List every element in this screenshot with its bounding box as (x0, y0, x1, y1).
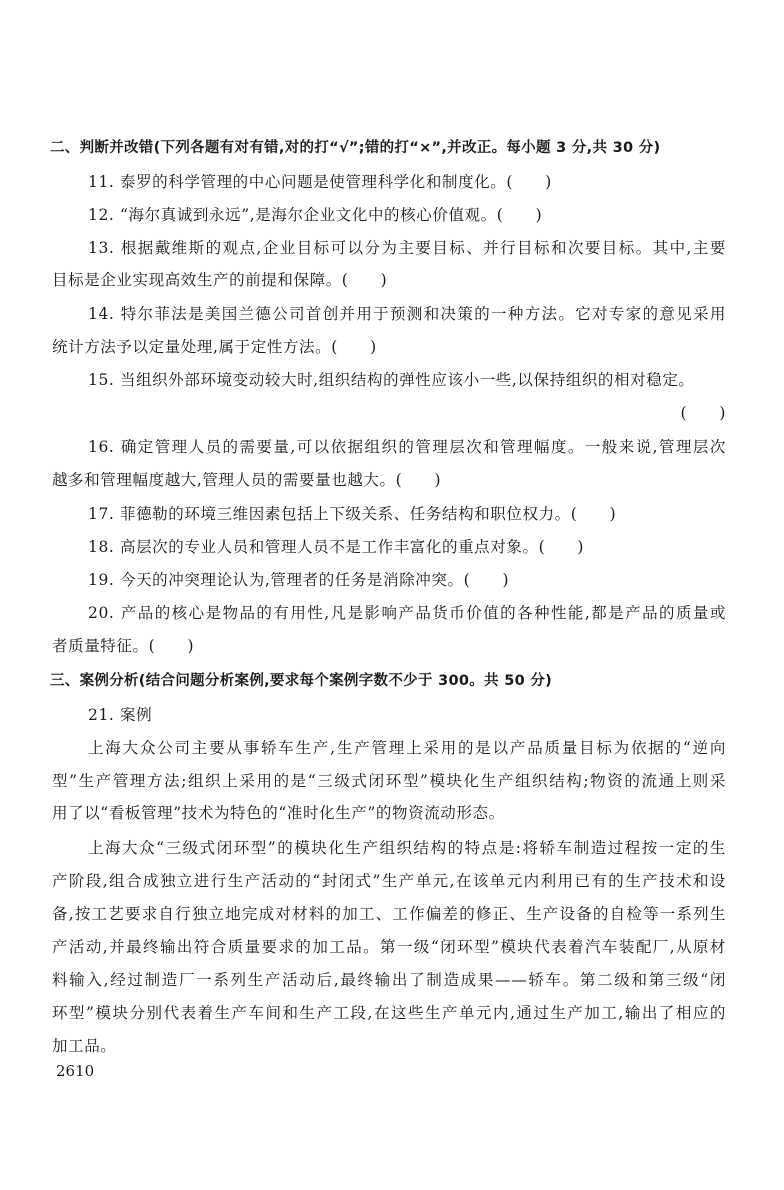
question-13-line-2: 目标是企业实现高效生产的前提和保障。( ) (52, 271, 388, 289)
question-21: 21. 案例 (88, 706, 153, 724)
case-paragraph-2-line-7: 加工品。 (52, 1037, 117, 1055)
case-paragraph-1-line-1: 上海大众公司主要从事轿车生产,生产管理上采用的是以产品质量目标为依据的“逆向 (88, 739, 726, 757)
case-paragraph-2-line-1: 上海大众“三级式闭环型”的模块化生产组织结构的特点是:将轿车制造过程按一定的生 (88, 839, 726, 857)
question-18: 18. 高层次的专业人员和管理人员不是工作丰富化的重点对象。( ) (88, 538, 585, 556)
page-code: 2610 (56, 1062, 95, 1080)
question-16-line-1: 16. 确定管理人员的需要量,可以依据组织的管理层次和管理幅度。一般来说,管理层次 (88, 438, 726, 456)
question-17: 17. 菲德勒的环境三维因素包括上下级关系、任务结构和职位权力。( ) (88, 505, 617, 523)
question-20-line-1: 20. 产品的核心是物品的有用性,凡是影响产品货币价值的各种性能,都是产品的质量或 (88, 604, 726, 622)
case-paragraph-1-line-2: 型”生产管理方法;组织上采用的是“三级式闭环型”模块化生产组织结构;物资的流通上则采 (52, 772, 726, 790)
question-14-line-2: 统计方法予以定量处理,属于定性方法。( ) (52, 338, 377, 356)
case-paragraph-2-line-4: 产活动,并最终输出符合质量要求的加工品。第一级“闭环型”模块代表着汽车装配厂,从原材 (52, 938, 726, 956)
question-15-line-1: 15. 当组织外部环境变动较大时,组织结构的弹性应该小一些,以保持组织的相对稳定。 (88, 371, 695, 389)
section-3-heading: 三、案例分析(结合问题分析案例,要求每个案例字数不少于 300。共 50 分) (50, 673, 553, 689)
case-paragraph-2-line-2: 产阶段,组合成独立进行生产活动的“封闭式”生产单元,在该单元内利用已有的生产技术和设 (52, 872, 726, 890)
question-15-answer: ( ) (680, 404, 726, 422)
case-paragraph-2-line-5: 料输入,经过制造厂一系列生产活动后,最终输出了制造成果——轿车。第二级和第三级“闭 (52, 971, 726, 989)
question-16-line-2: 越多和管理幅度越大,管理人员的需要量也越大。( ) (52, 471, 442, 489)
question-11: 11. 泰罗的科学管理的中心问题是使管理科学化和制度化。( ) (88, 173, 552, 191)
question-13-line-1: 13. 根据戴维斯的观点,企业目标可以分为主要目标、并行目标和次要目标。其中,主要 (88, 239, 726, 257)
case-paragraph-1-line-3: 用了以“看板管理”技术为特色的“准时化生产”的物资流动形态。 (52, 804, 505, 822)
section-2-heading: 二、判断并改错(下列各题有对有错,对的打“√”;错的打“×”,并改正。每小题 3 分,共 30 分) (50, 140, 661, 156)
question-20-line-2: 者质量特征。( ) (52, 637, 195, 655)
case-paragraph-2-line-6: 环型”模块分别代表着生产车间和生产工段,在这些生产单元内,通过生产加工,输出了相应的 (52, 1004, 726, 1022)
question-14-line-1: 14. 特尔菲法是美国兰德公司首创并用于预测和决策的一种方法。它对专家的意见采用 (88, 305, 726, 323)
case-paragraph-2-line-3: 备,按工艺要求自行独立地完成对材料的加工、工作偏差的修正、生产设备的自检等一系列生 (52, 905, 726, 923)
question-12: 12. “海尔真诚到永远”,是海尔企业文化中的核心价值观。( ) (88, 206, 543, 224)
question-19: 19. 今天的冲突理论认为,管理者的任务是消除冲突。( ) (88, 571, 510, 589)
